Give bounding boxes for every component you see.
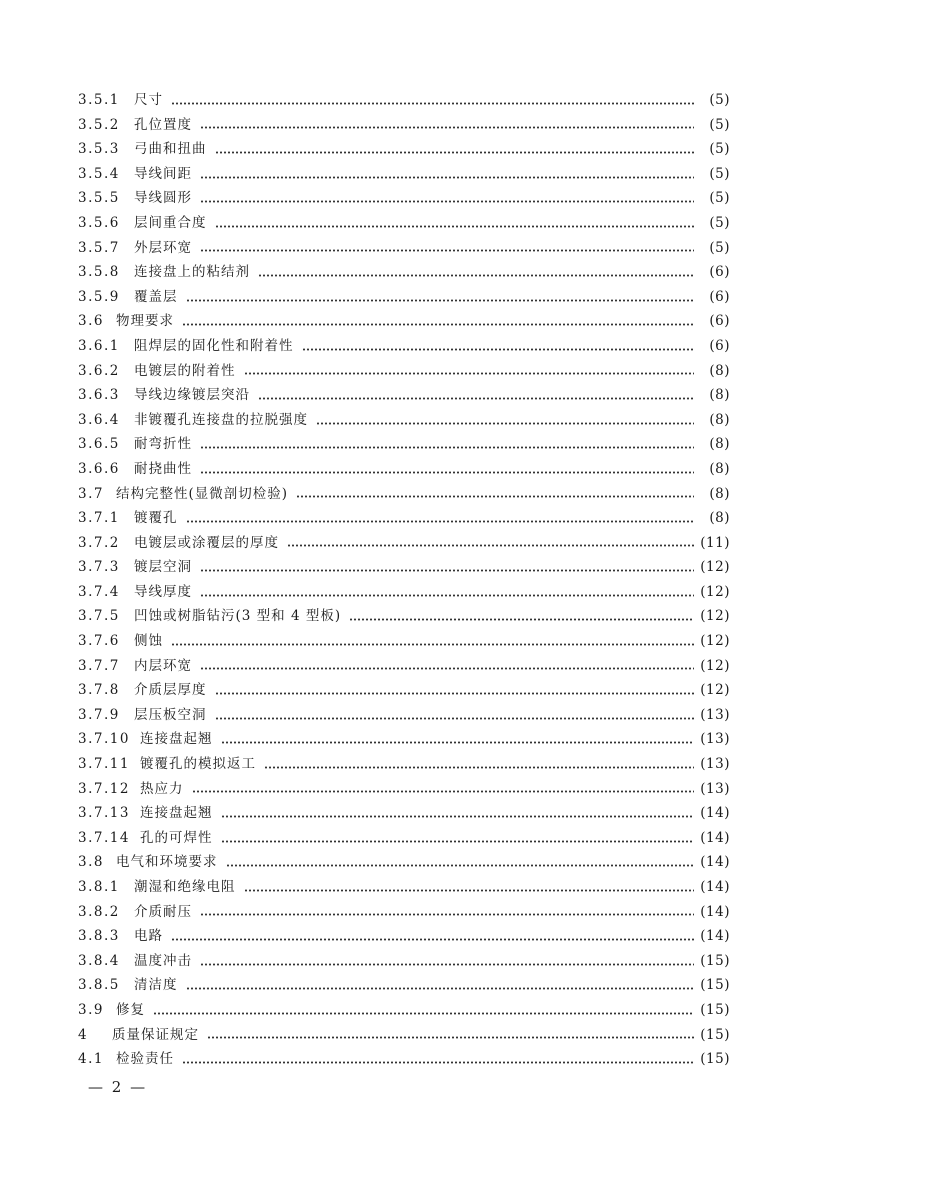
toc-entry	[78, 900, 730, 925]
toc-entry-page: (11)	[700, 534, 730, 551]
toc-entry-title: 修复	[116, 1001, 145, 1018]
toc-entry	[78, 408, 730, 433]
dot-leader	[244, 889, 695, 892]
dot-leader	[186, 987, 695, 990]
dot-leader	[182, 1061, 694, 1064]
dot-leader	[221, 815, 695, 818]
toc-entry-number: 3.8.2	[78, 903, 120, 920]
toc-entry-title: 导线边缘镀层突沿	[134, 387, 250, 404]
toc-entry-number: 3.8.3	[78, 928, 120, 945]
dot-leader	[153, 1012, 694, 1015]
toc-entry	[78, 604, 730, 629]
toc-entry-number: 4	[78, 1026, 89, 1043]
dot-leader	[221, 840, 695, 843]
dot-leader	[186, 520, 695, 523]
toc-entry-page: (12)	[700, 583, 730, 600]
toc-entry	[78, 850, 730, 875]
toc-entry	[78, 752, 730, 777]
toc-entry-title: 连接盘上的粘结剂	[134, 264, 250, 281]
toc-entry-title: 质量保证规定	[112, 1026, 199, 1043]
dot-leader	[296, 495, 694, 498]
toc-entry-title: 耐弯折性	[134, 436, 192, 453]
toc-entry-number: 4.1	[78, 1051, 104, 1068]
dot-leader	[215, 717, 695, 720]
toc-entry-number: 3.6.6	[78, 460, 120, 477]
toc-entry-page: (12)	[700, 559, 730, 576]
toc-entry-page: (15)	[700, 1026, 730, 1043]
toc-entry-number: 3.7.5	[78, 608, 120, 625]
toc-entry-number: 3.6.3	[78, 387, 120, 404]
toc-entry-number: 3.8	[78, 854, 104, 871]
toc-entry-page: (8)	[709, 436, 730, 453]
toc-entry-title: 物理要求	[116, 313, 174, 330]
toc-entry	[78, 727, 730, 752]
toc-entry-title: 检验责任	[116, 1051, 174, 1068]
toc-entry-page: (5)	[709, 239, 730, 256]
toc-entry-title: 镀层空洞	[134, 559, 192, 576]
toc-entry	[78, 457, 730, 482]
toc-entry-number: 3.6	[78, 313, 104, 330]
toc-entry-number: 3.5.1	[78, 92, 120, 108]
toc-entry-page: (8)	[709, 485, 730, 502]
toc-entry-number: 3.5.7	[78, 239, 120, 256]
dot-leader	[200, 667, 694, 670]
toc-entry-number: 3.7.7	[78, 657, 120, 674]
dot-leader	[215, 225, 695, 228]
toc-entry-number: 3.5.6	[78, 214, 120, 231]
toc-entry-page: (15)	[700, 977, 730, 994]
toc-entry-page: (14)	[700, 829, 730, 846]
toc-entry-title: 孔的可焊性	[140, 829, 213, 846]
toc-entry	[78, 924, 730, 949]
toc-entry-page: (6)	[709, 288, 730, 305]
toc-entry-page: (8)	[709, 387, 730, 404]
dot-leader	[192, 790, 695, 793]
toc-entry-page: (13)	[700, 706, 730, 723]
toc-entry	[78, 998, 730, 1023]
dot-leader	[287, 544, 694, 547]
toc-entry-number: 3.5.2	[78, 116, 120, 133]
dot-leader	[302, 348, 695, 351]
dot-leader	[200, 249, 694, 252]
toc-entry-page: (12)	[700, 608, 730, 625]
toc-entry	[78, 531, 730, 556]
toc-entry-title: 耐挠曲性	[134, 460, 192, 477]
toc-entry	[78, 973, 730, 998]
toc-entry	[78, 236, 730, 261]
toc-entry-page: (6)	[709, 337, 730, 354]
toc-entry-number: 3.7	[78, 485, 104, 502]
toc-entry-title: 连接盘起翘	[140, 805, 213, 822]
toc-entry	[78, 949, 730, 974]
toc-entry	[78, 113, 730, 138]
toc-entry-number: 3.7.12	[78, 780, 130, 797]
toc-entry	[78, 211, 730, 236]
toc-entry	[78, 506, 730, 531]
toc-entry	[78, 482, 730, 507]
toc-entry-number: 3.8.4	[78, 952, 120, 969]
dot-leader	[200, 594, 694, 597]
toc-entry-title: 电镀层或涂覆层的厚度	[134, 534, 279, 551]
toc-entry	[78, 285, 730, 310]
toc-entry-title: 电路	[134, 928, 163, 945]
toc-entry-page: (5)	[709, 116, 730, 133]
toc-entry	[78, 309, 730, 334]
dot-leader	[200, 126, 694, 129]
toc-entry-number: 3.6.5	[78, 436, 120, 453]
toc-entry-page: (14)	[700, 928, 730, 945]
toc-entry-title: 潮湿和绝缘电阻	[134, 879, 236, 895]
toc-entry-number: 3.7.11	[78, 756, 130, 773]
toc-entry-page: (15)	[700, 1001, 730, 1018]
toc-entry-title: 热应力	[140, 780, 184, 797]
toc-entry	[78, 555, 730, 580]
toc-entry-page: (5)	[709, 214, 730, 231]
toc-entry	[78, 88, 730, 113]
toc-entry-number: 3.5.3	[78, 141, 120, 158]
toc-entry-title: 覆盖层	[134, 288, 178, 305]
toc-entry	[78, 654, 730, 679]
toc-entry-title: 连接盘起翘	[140, 731, 213, 748]
toc-entry-title: 结构完整性(显微剖切检验)	[116, 485, 289, 502]
toc-entry-number: 3.6.1	[78, 337, 120, 354]
toc-entry-title: 镀覆孔	[134, 510, 178, 527]
toc-entry-number: 3.7.1	[78, 510, 120, 527]
toc-entry-page: (13)	[700, 731, 730, 748]
toc-entry	[78, 162, 730, 187]
dot-leader	[186, 299, 695, 302]
toc-entry	[78, 359, 730, 384]
toc-entry-title: 凹蚀或树脂钻污(3 型和 4 型板)	[134, 608, 342, 625]
toc-entry-title: 孔位置度	[134, 116, 192, 133]
toc-entry-title: 导线厚度	[134, 583, 192, 600]
dot-leader	[171, 938, 694, 941]
toc-entry	[78, 383, 730, 408]
toc-entry-number: 3.9	[78, 1001, 104, 1018]
toc-entry-title: 弓曲和扭曲	[134, 141, 207, 158]
toc-entry	[78, 334, 730, 359]
toc-entry-number: 3.7.10	[78, 731, 130, 748]
toc-entry-page: (14)	[700, 879, 730, 895]
toc-entry-title: 介质层厚度	[134, 682, 207, 699]
toc-entry-page: (5)	[709, 190, 730, 207]
toc-entry-number: 3.7.9	[78, 706, 120, 723]
toc-entry-number: 3.8.5	[78, 977, 120, 994]
toc-entry	[78, 826, 730, 851]
toc-entry-number: 3.7.13	[78, 805, 130, 822]
toc-entry-page: (5)	[709, 141, 730, 158]
toc-entry	[78, 1047, 730, 1072]
toc-entry-page: (13)	[700, 780, 730, 797]
toc-entry-title: 清洁度	[134, 977, 178, 994]
page-number: — 2 —	[88, 1078, 148, 1096]
toc-entry-page: (6)	[709, 264, 730, 281]
toc-entry-page: (15)	[700, 952, 730, 969]
toc-entry-page: (5)	[709, 165, 730, 182]
toc-entry	[78, 703, 730, 728]
toc-entry-number: 3.5.4	[78, 165, 120, 182]
toc-entry-number: 3.7.6	[78, 633, 120, 650]
toc-entry-page: (13)	[700, 756, 730, 773]
toc-entry-title: 导线间距	[134, 165, 192, 182]
dot-leader	[215, 151, 695, 154]
toc-entry-title: 内层环宽	[134, 657, 192, 674]
dot-leader	[264, 766, 694, 769]
toc-entry-number: 3.7.2	[78, 534, 120, 551]
toc-entry-page: (8)	[709, 411, 730, 428]
toc-entry-page: (8)	[709, 460, 730, 477]
dot-leader	[244, 372, 695, 375]
dot-leader	[171, 643, 694, 646]
toc-entry-title: 层压板空洞	[134, 706, 207, 723]
toc-entry-title: 电气和环境要求	[116, 854, 218, 871]
dot-leader	[221, 741, 695, 744]
toc-entry-page: (6)	[709, 313, 730, 330]
toc-entry-title: 介质耐压	[134, 903, 192, 920]
toc-entry-page: (14)	[700, 854, 730, 871]
dot-leader	[200, 471, 694, 474]
toc-entry-number: 3.7.3	[78, 559, 120, 576]
toc-entry	[78, 260, 730, 285]
toc-entry-page: (8)	[709, 362, 730, 379]
toc-entry-title: 尺寸	[134, 92, 163, 108]
toc-entry-page: (12)	[700, 682, 730, 699]
dot-leader	[258, 397, 694, 400]
toc-entry-number: 3.6.2	[78, 362, 120, 379]
toc-entry-number: 3.7.8	[78, 682, 120, 699]
toc-entry-title: 外层环宽	[134, 239, 192, 256]
toc-entry-page: (12)	[700, 657, 730, 674]
toc-entry-title: 阻焊层的固化性和附着性	[134, 337, 294, 354]
dot-leader	[258, 274, 694, 277]
toc-entry	[78, 678, 730, 703]
dot-leader	[316, 422, 694, 425]
toc-entry-number: 3.5.5	[78, 190, 120, 207]
toc-entry-number: 3.7.14	[78, 829, 130, 846]
toc-entry	[78, 777, 730, 802]
toc-entry	[78, 875, 730, 900]
toc-entry-page: (14)	[700, 805, 730, 822]
toc-entry	[78, 580, 730, 605]
toc-entry	[78, 801, 730, 826]
toc-entry-title: 导线圆形	[134, 190, 192, 207]
toc-entry-number: 3.5.8	[78, 264, 120, 281]
toc-entry-number: 3.6.4	[78, 411, 120, 428]
dot-leader	[200, 176, 694, 179]
toc-entry-page: (5)	[709, 92, 730, 108]
toc-entry	[78, 432, 730, 457]
dot-leader	[200, 963, 694, 966]
dot-leader	[207, 1036, 694, 1039]
dot-leader	[349, 618, 694, 621]
toc-entry-title: 镀覆孔的模拟返工	[140, 756, 256, 773]
toc-entry-number: 3.7.4	[78, 583, 120, 600]
toc-entry	[78, 186, 730, 211]
toc-entry-number: 3.5.9	[78, 288, 120, 305]
dot-leader	[200, 446, 694, 449]
dot-leader	[226, 864, 695, 867]
dot-leader	[171, 102, 694, 105]
toc-entry-page: (8)	[709, 510, 730, 527]
dot-leader	[200, 200, 694, 203]
toc-entry-page: (15)	[700, 1051, 730, 1068]
toc-entry-title: 非镀覆孔连接盘的拉脱强度	[134, 411, 308, 428]
toc-entry-page: (12)	[700, 633, 730, 650]
dot-leader	[200, 569, 694, 572]
toc-entry-number: 3.8.1	[78, 879, 120, 895]
dot-leader	[182, 323, 694, 326]
toc-entry-title: 电镀层的附着性	[134, 362, 236, 379]
toc-entry-title: 层间重合度	[134, 214, 207, 231]
dot-leader	[215, 692, 695, 695]
toc-entry-page: (14)	[700, 903, 730, 920]
toc-entry	[78, 629, 730, 654]
toc-entry	[78, 137, 730, 162]
toc-entry	[78, 1023, 730, 1048]
table-of-contents	[78, 88, 730, 1072]
toc-entry-title: 侧蚀	[134, 633, 163, 650]
toc-entry-title: 温度冲击	[134, 952, 192, 969]
dot-leader	[200, 913, 694, 916]
